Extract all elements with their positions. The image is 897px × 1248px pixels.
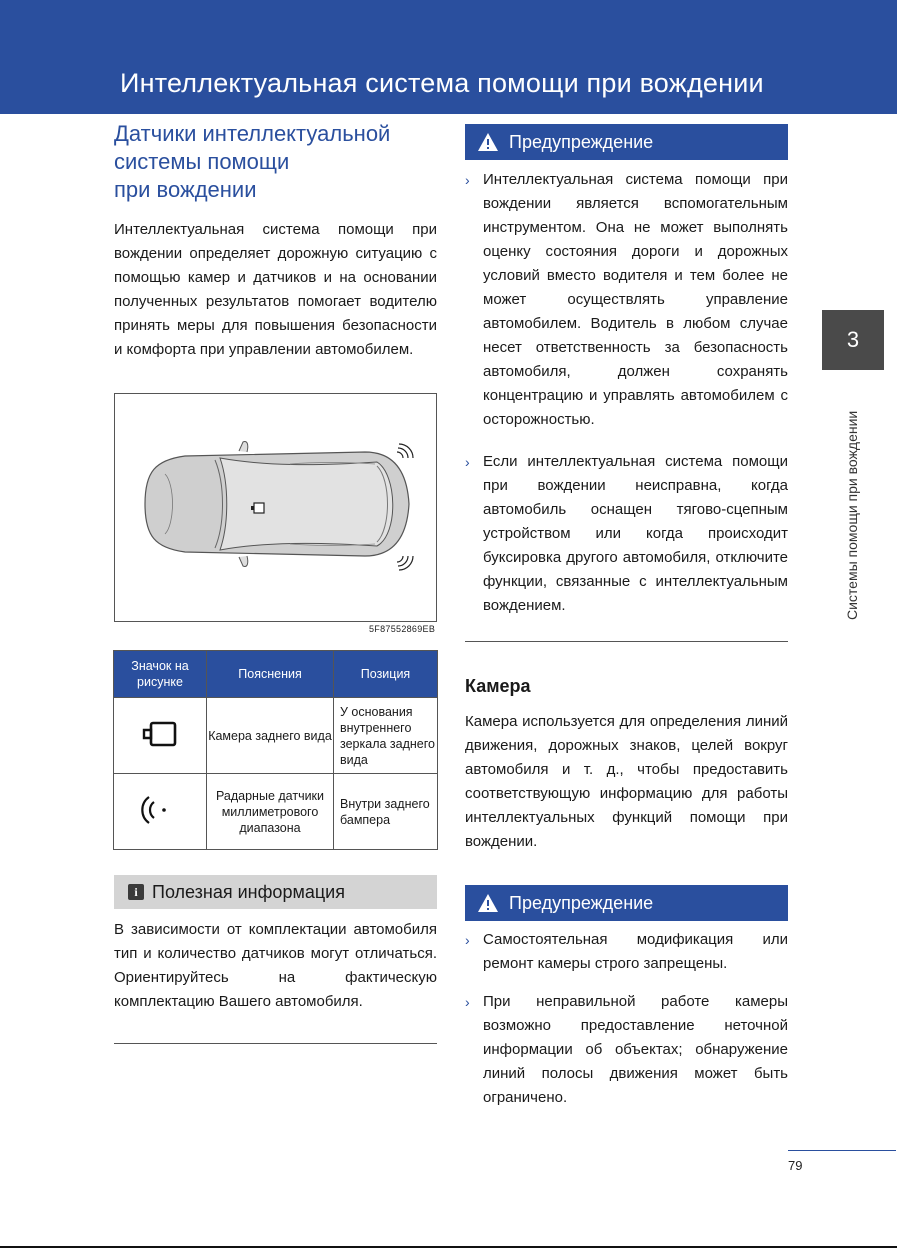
list-item <box>465 168 788 432</box>
sensor-legend-table <box>113 650 438 850</box>
info-title: Полезная информация <box>152 881 345 902</box>
info-icon: i <box>128 884 144 900</box>
car-sensor-diagram <box>114 393 437 622</box>
section-title-line: Датчики интеллектуальной <box>114 121 391 146</box>
chevron-right-icon: › <box>465 932 470 948</box>
list-item <box>465 450 788 618</box>
col-header-icon: Значок на рисунке <box>114 651 207 698</box>
col-header-explanation: Пояснения <box>207 651 334 698</box>
page-number-rule <box>788 1150 896 1151</box>
info-box-header <box>114 875 437 909</box>
radar-marker-top <box>397 444 413 458</box>
divider <box>465 641 788 642</box>
col-header-position: Позиция <box>334 651 438 698</box>
list-item-text: Самостоятельная модификация или ремонт камеры строго запрещены. <box>483 931 788 972</box>
table-cell-explanation: Камера заднего вида <box>207 698 334 774</box>
table-cell-icon <box>114 698 207 774</box>
radar-icon <box>140 793 180 827</box>
chapter-number: 3 <box>846 327 860 352</box>
warning-header <box>465 124 788 160</box>
warning-list <box>465 168 788 618</box>
page-number: 79 <box>788 1158 803 1173</box>
camera-paragraph: Камера используется для определения линий движения, дорожных знаков, целей вокруг автомобиля и т. д., чтобы предоставить соответствующую информацию для работы интеллектуальных функций помощи при вождении. <box>465 713 788 850</box>
chevron-right-icon: › <box>465 994 470 1010</box>
section-title-line: при вождении <box>114 177 257 202</box>
warning-title: Предупреждение <box>509 131 654 152</box>
car-top-view <box>115 394 436 621</box>
list-item <box>465 928 788 976</box>
warning-title: Предупреждение <box>509 892 654 913</box>
page-header <box>0 0 897 114</box>
camera-icon <box>140 719 180 749</box>
figure-code: 5F87552869EB <box>369 624 436 634</box>
table-cell-icon <box>114 774 207 850</box>
header-title: Интеллектуальная система помощи при вождении <box>120 68 764 98</box>
chevron-right-icon: › <box>465 172 470 188</box>
table-row <box>114 698 438 774</box>
list-item-text: При неправильной работе камеры возможно предоставление неточной информации об объектах; обнаружение линий полосы движения может быть ограничено. <box>483 993 788 1106</box>
table-cell-explanation: Радарные датчики миллиметрового диапазона <box>207 774 334 850</box>
list-item <box>465 990 788 1110</box>
radar-marker-bottom <box>397 556 413 570</box>
table-header-row <box>114 651 438 698</box>
list-item-text: Если интеллектуальная система помощи при вождении неисправна, когда автомобиль оснащен тягово-сцепным устройством или когда происходит буксировка другого автомобиля, отключите функции, связанные с интеллектуальным вождением. <box>483 453 788 614</box>
camera-section-title: Камера <box>465 676 531 696</box>
warning-header <box>465 885 788 921</box>
warning-icon <box>477 132 499 152</box>
list-item-text: Интеллектуальная система помощи при вождении является вспомогательным инструментом. Она не может выполнять оценку состояния дороги и дорожных условий вместо водителя и тем более не может осуществлять управление автомобилем. Водитель в любом случае несет ответственность за безопасность автомобиля, должен сохранять концентрацию и управлять автомобилем с осторожностью. <box>483 171 788 428</box>
info-paragraph: В зависимости от комплектации автомобиля тип и количество датчиков могут отличаться. Ориентируйтесь на фактическую комплектацию Вашего автомобиля. <box>114 921 437 1010</box>
divider <box>114 1043 437 1044</box>
table-cell-position: У основания внутреннего зеркала заднего вида <box>334 698 438 774</box>
camera-marker <box>254 503 264 513</box>
section-title-line: системы помощи <box>114 149 290 174</box>
section-title <box>114 120 444 204</box>
warning-icon <box>477 893 499 913</box>
warning-list <box>465 928 788 1110</box>
intro-paragraph: Интеллектуальная система помощи при вождении определяет дорожную ситуацию с помощью камер и датчиков и на основании полученных результатов помогает водителю принять меры для повышения безопасности и комфорта при управлении автомобилем. <box>114 221 437 358</box>
chapter-label: Системы помощи при вождении <box>844 410 860 620</box>
chevron-right-icon: › <box>465 454 470 470</box>
table-row <box>114 774 438 850</box>
table-cell-position: Внутри заднего бампера <box>334 774 438 850</box>
chapter-tab <box>822 310 884 370</box>
